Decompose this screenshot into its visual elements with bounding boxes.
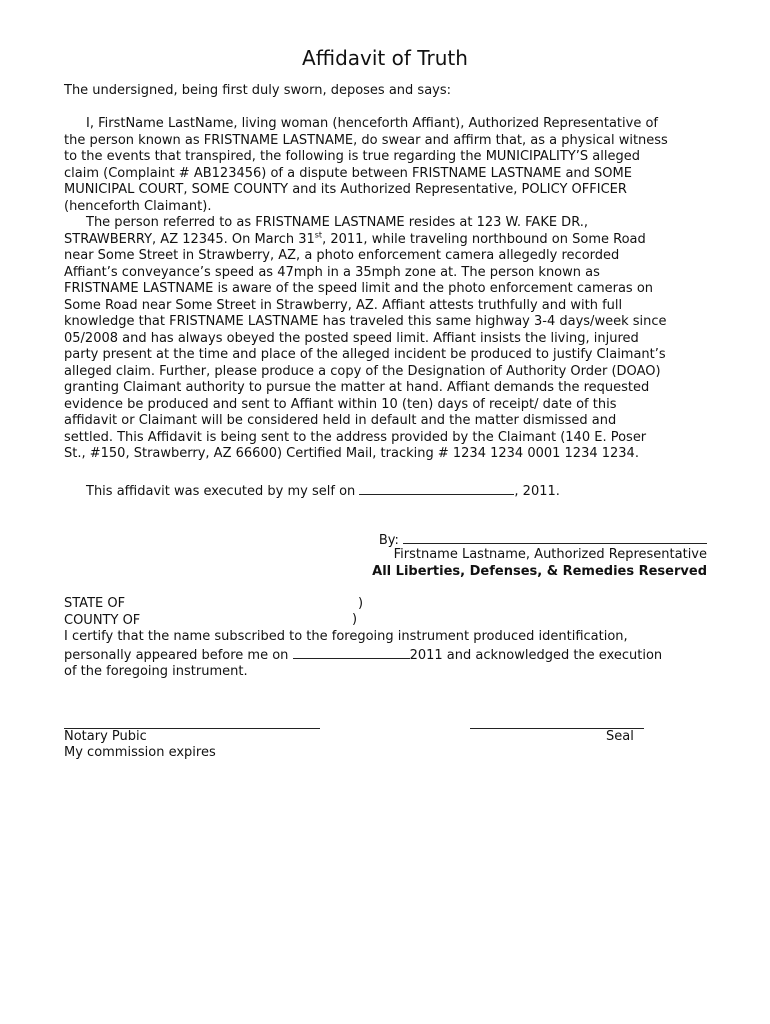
body-line: the person known as FRISTNAME LASTNAME, do swear and affirm that, as a physical witness — [64, 132, 668, 148]
body-line: affidavit or Claimant will be considered held in default and the matter dismissed and — [64, 413, 617, 428]
body-line: MUNICIPAL COURT, SOME COUNTY and its Authorized Representative, POLICY OFFICER — [64, 182, 627, 197]
by-label: By: — [378, 533, 399, 548]
seal-label: Seal — [606, 729, 634, 744]
body-line — [64, 232, 714, 249]
notary-section — [64, 596, 662, 681]
body-line: near Some Street in Strawberry, AZ, a photo enforcement camera allegedly recorded — [64, 248, 620, 263]
body-line: FRISTNAME LASTNAME is aware of the speed limit and the photo enforcement cameras on — [64, 281, 654, 296]
body-line: to the events that transpired, the following is true regarding the MUNICIPALITY’S alleged — [64, 149, 640, 164]
rights-reserved: All Liberties, Defenses, & Remedies Reserved — [372, 564, 707, 579]
execution-date-blank[interactable] — [359, 482, 514, 495]
body-line: claim (Complaint # AB123456) of a dispute between FRISTNAME LASTNAME and SOME — [64, 165, 632, 181]
body-line: Affiant’s conveyance’s speed as 47mph in a 35mph zone at. The person known as — [64, 264, 600, 280]
body-line: The person referred to as FRISTNAME LASTNAME resides at 123 W. FAKE DR., — [86, 215, 589, 230]
body-line: knowledge that FRISTNAME LASTNAME has traveled this same highway 3-4 days/week since — [64, 314, 667, 329]
intro-statement: The undersigned, being first duly sworn, deposes and says: — [64, 83, 452, 98]
affidavit-body — [64, 116, 714, 463]
state-paren: ) — [358, 596, 364, 611]
execution-statement — [86, 482, 560, 499]
certify-line — [64, 646, 662, 665]
commission-label: My commission expires — [64, 745, 216, 760]
body-line: St., #150, Strawberry, AZ 66600) Certified Mail, tracking # 1234 1234 0001 1234 1234. — [64, 446, 639, 461]
appearance-date-blank[interactable] — [293, 646, 410, 659]
certify-prefix: personally appeared before me on — [64, 647, 289, 663]
certify-line: of the foregoing instrument. — [64, 664, 248, 679]
body-line: settled. This Affidavit is being sent to the address provided by the Claimant (140 E. Poser — [64, 429, 647, 445]
body-line: alleged claim. Further, please produce a copy of the Designation of Authority Order (DOAO) — [64, 363, 661, 379]
execution-suffix: , 2011. — [514, 484, 560, 499]
county-paren: ) — [352, 612, 358, 627]
body-line: Some Road near Some Street in Strawberry, AZ. Affiant attests truthfully and with full — [64, 297, 623, 313]
certify-line: I certify that the name subscribed to the foregoing instrument produced identification, — [64, 629, 628, 644]
signatory-name: Firstname Lastname, Authorized Representative — [393, 547, 707, 562]
signature-blank[interactable] — [403, 531, 707, 544]
certify-suffix: 2011 and acknowledged the execution — [409, 647, 663, 663]
county-label: COUNTY OF — [64, 612, 141, 628]
body-line: 05/2008 and has always obeyed the posted speed limit. Affiant insists the living, injured — [64, 330, 639, 346]
body-line: granting Claimant authority to pursue the matter at hand. Affiant demands the requested — [64, 380, 650, 395]
body-line: I, FirstName LastName, living woman (henceforth Affiant), Authorized Representative of — [86, 116, 658, 131]
state-label: STATE OF — [64, 596, 126, 611]
body-line: (henceforth Claimant). — [64, 198, 212, 214]
signature-by-line — [379, 531, 707, 548]
body-line: party present at the time and place of the alleged incident be produced to justify Claimant’s — [64, 347, 666, 362]
date-text: STRAWBERRY, AZ 12345. On March 31 — [64, 231, 315, 247]
ordinal-suffix: st — [314, 230, 323, 240]
body-line: evidence be produced and sent to Affiant within 10 (ten) days of receipt/ date of this — [64, 396, 617, 412]
date-text-cont: , 2011, while traveling northbound on Some Road — [322, 231, 646, 247]
notary-label: Notary Pubic — [64, 729, 147, 744]
execution-prefix: This affidavit was executed by my self on — [86, 484, 356, 499]
page-title: Affidavit of Truth — [302, 46, 468, 70]
